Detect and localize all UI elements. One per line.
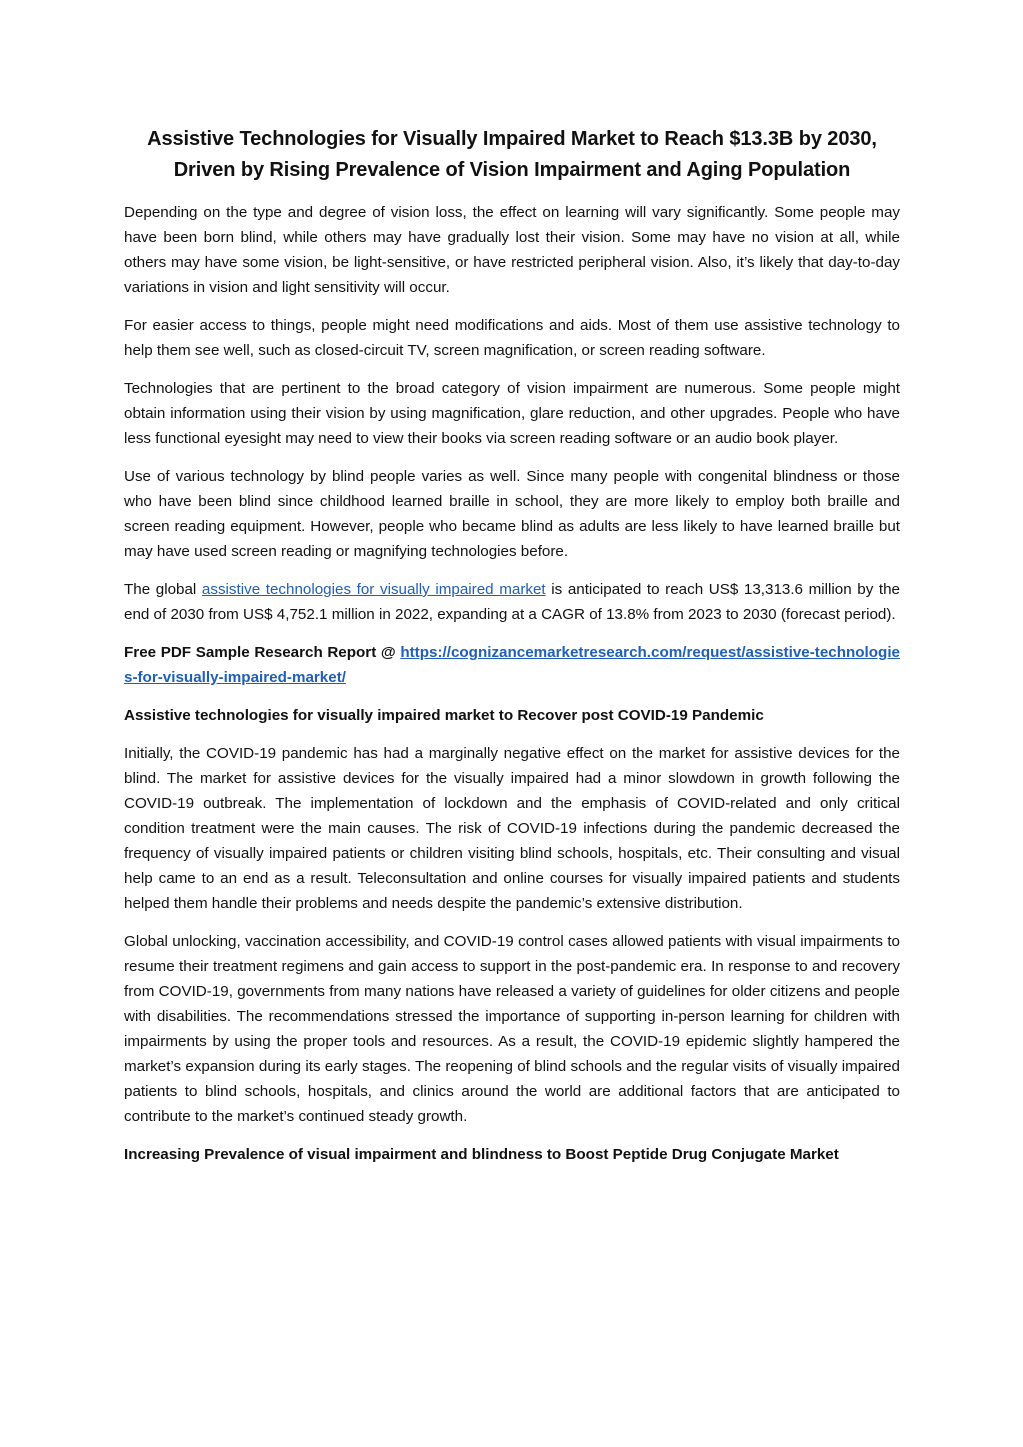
market-report-link[interactable]: assistive technologies for visually impaired market [201, 581, 546, 598]
market-forecast-text-after: is anticipated to reach US$ 13,313.6 million by the end of 2030 from US$ 4,752.1 million in 2022, expanding at a CAGR of 13.8% from 2023 to 2030 (forecast period). [124, 581, 901, 623]
paragraph-blind-usage: Use of various technology by blind people varies as well. Since many people with congenital blindness or those who have been blind since childhood learned braille in school, they are more likely to employ both braille and screen reading equipment. However, people who became blind as adults are less likely to have learned braille but may have used screen reading or magnifying technologies before. [124, 468, 900, 560]
paragraph-technologies: Technologies that are pertinent to the broad category of vision impairment are numerous. Some people might obtain information using their vision by using magnification, glare reduction, and other upgrades. People who have less functional eyesight may need to view their books via screen reading software or an audio book player. [124, 380, 900, 447]
sample-report-cta [124, 640, 900, 690]
title-line-2: Driven by Rising Prevalence of Vision Impairment and Aging Population [173, 159, 851, 181]
paragraph-covid-impact: Initially, the COVID-19 pandemic has had a marginally negative effect on the market for assistive devices for the blind. The market for assistive devices for the visually impaired had a minor slowdown in growth following the COVID-19 outbreak. The implementation of lockdown and the emphasis of COVID-related and only critical condition treatment were the main causes. The risk of COVID-19 infections during the pandemic decreased the frequency of visually impaired patients or children visiting blind schools, hospitals, etc. Their consulting and visual help came to an end as a result. Teleconsultation and online courses for visually impaired patients and students helped them handle their problems and needs despite the pandemic’s extensive distribution. [124, 745, 900, 912]
section-heading-prevalence: Increasing Prevalence of visual impairment and blindness to Boost Peptide Drug Conjugate Market [124, 1146, 839, 1163]
paragraph-modifications: For easier access to things, people might need modifications and aids. Most of them use assistive technology to help them see well, such as closed-circuit TV, screen magnification, or screen reading software. [124, 317, 900, 359]
paragraph-market-forecast [124, 577, 900, 627]
title-line-1: Assistive Technologies for Visually Impaired Market to Reach $13.3B by 2030, [147, 128, 877, 150]
sample-report-link[interactable]: https://cognizancemarketresearch.com/request/assistive-technologies-for-visually-impaired-market/ [124, 644, 900, 686]
section-heading-covid: Assistive technologies for visually impaired market to Recover post COVID-19 Pandemic [124, 707, 764, 724]
sample-report-label: Free PDF Sample Research Report @ [124, 644, 401, 661]
document-page [124, 124, 900, 1180]
market-forecast-text-before: The global [124, 581, 202, 598]
paragraph-recovery: Global unlocking, vaccination accessibility, and COVID-19 control cases allowed patients with visual impairments to resume their treatment regimens and gain access to support in the post-pandemic era. In response to and recovery from COVID-19, governments from many nations have released a variety of guidelines for older citizens and people with disabilities. The recommendations stressed the importance of supporting in-person learning for children with impairments by using the proper tools and resources. As a result, the COVID-19 epidemic slightly hampered the market’s expansion during its early stages. The reopening of blind schools and the regular visits of visually impaired patients to blind schools, hospitals, and clinics around the world are additional factors that are anticipated to contribute to the market’s continued steady growth. [124, 933, 900, 1125]
document-title [124, 124, 900, 186]
paragraph-vision-loss: Depending on the type and degree of vision loss, the effect on learning will vary significantly. Some people may have been born blind, while others may have gradually lost their vision. Some may have no vision at all, while others may have some vision, be light-sensitive, or have restricted peripheral vision. Also, it’s likely that day-to-day variations in vision and light sensitivity will occur. [124, 204, 900, 296]
